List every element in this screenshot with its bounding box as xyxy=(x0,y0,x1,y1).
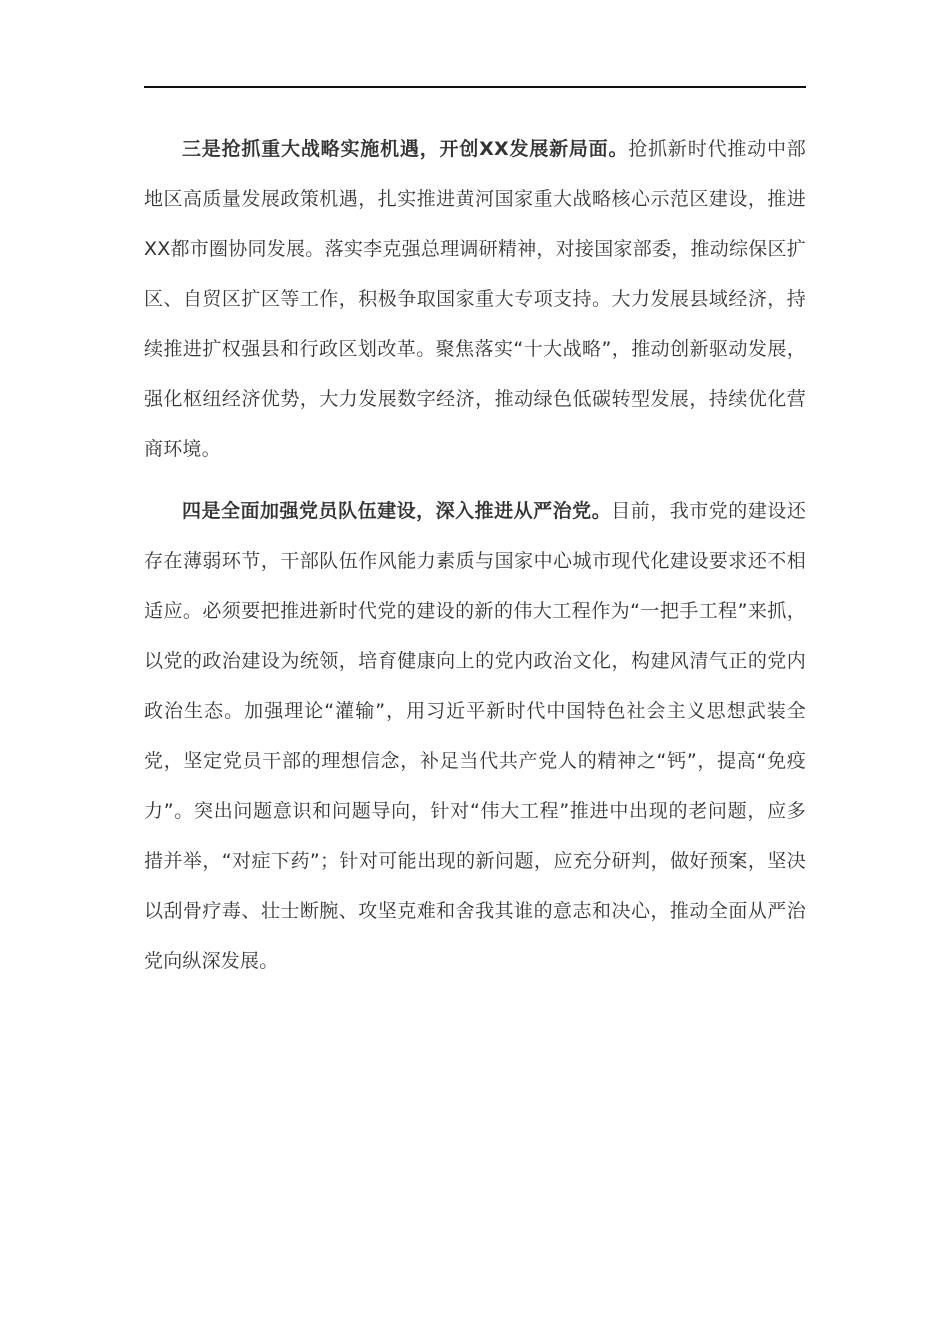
paragraph-three-heading: 三是抢抓重大战略实施机遇，开创XX发展新局面。 xyxy=(182,138,629,160)
paragraph-four-text: 目前，我市党的建设还存在薄弱环节，干部队伍作风能力素质与国家中心城市现代化建设要求还不相适应。必须要把推进新时代党的建设的新的伟大工程作为“一把手工程”来抓，以党的政治建设为统领，培育健康向上的党内政治文化，构建风清气正的党内政治生态。加强理论“灌输”，用习近平新时代中国特色社会主义思想武装全党，坚定党员干部的理想信念，补足当代共产党人的精神之“钙”，提高“免疫力”。突出问题意识和问题导向，针对“伟大工程”推进中出现的老问题，应多措并举，“对症下药”；针对可能出现的新问题，应充分研判，做好预案，坚决以刮骨疗毒、壮士断腕、攻坚克难和舍我其谁的意志和决心，推动全面从严治党向纵深发展。 xyxy=(144,500,806,972)
paragraph-three xyxy=(144,124,806,474)
paragraph-three-text: 抢抓新时代推动中部地区高质量发展政策机遇，扎实推进黄河国家重大战略核心示范区建设，推进XX都市圈协同发展。落实李克强总理调研精神，对接国家部委，推动综保区扩区、自贸区扩区等工作，积极争取国家重大专项支持。大力发展县域经济，持续推进扩权强县和行政区划改革。聚焦落实“十大战略”，推动创新驱动发展，强化枢纽经济优势，大力发展数字经济，推动绿色低碳转型发展，持续优化营商环境。 xyxy=(144,138,806,460)
document-body xyxy=(144,124,806,986)
header-rule xyxy=(144,86,806,88)
paragraph-four-heading: 四是全面加强党员队伍建设，深入推进从严治党。 xyxy=(182,500,612,522)
paragraph-four xyxy=(144,486,806,986)
